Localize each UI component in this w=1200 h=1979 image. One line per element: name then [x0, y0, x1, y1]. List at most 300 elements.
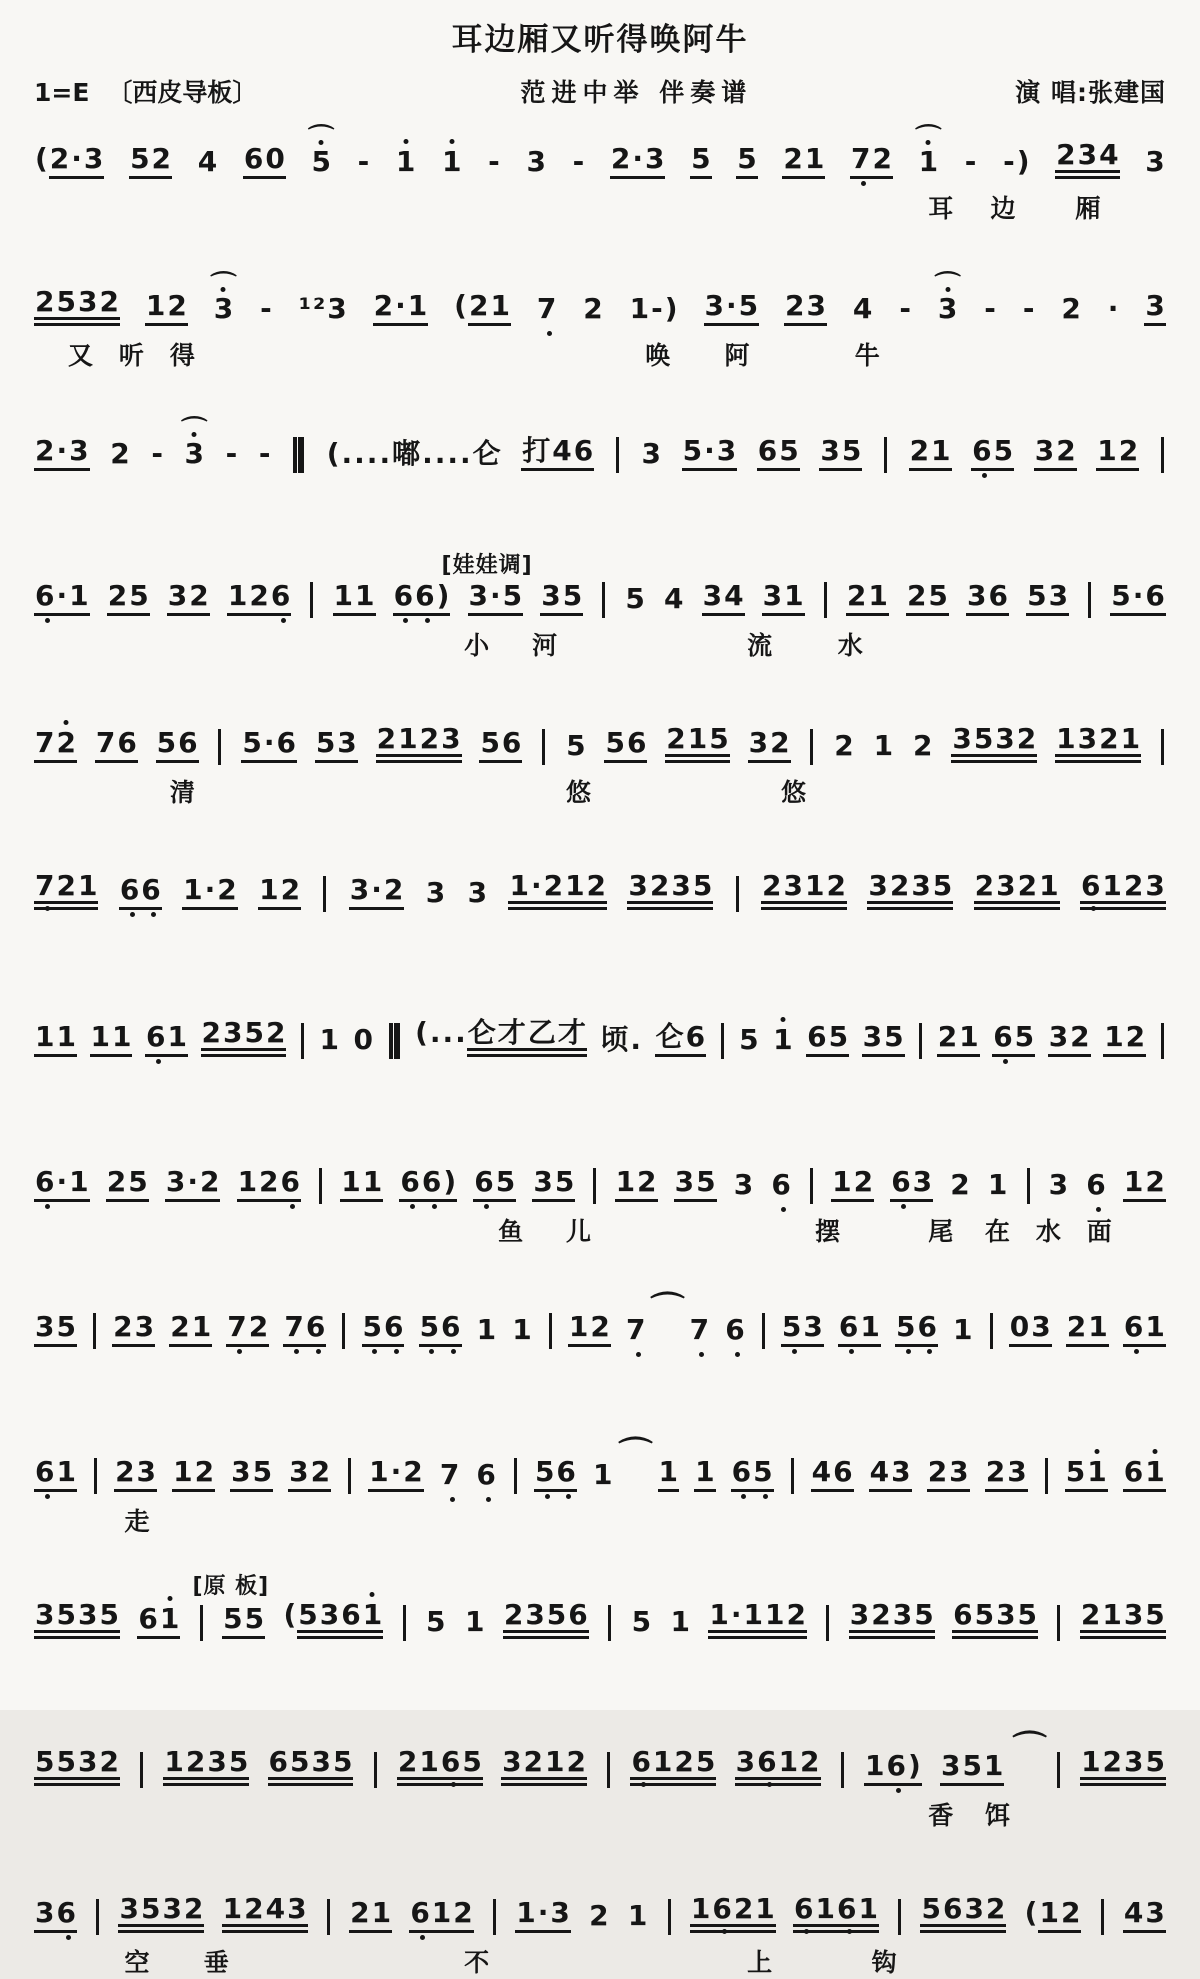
note-char: 1	[831, 1168, 852, 1202]
lyric-char: 悠	[781, 778, 807, 807]
note-char: 2	[673, 1748, 694, 1786]
note-token	[34, 285, 120, 326]
note-char: 1	[983, 1752, 1004, 1786]
note-char: 5	[895, 1313, 916, 1347]
note-char: 3	[77, 288, 98, 326]
note-char: 2	[784, 292, 805, 326]
note-char: 5	[692, 872, 713, 910]
note-char: 1	[987, 1168, 1008, 1201]
note-char: 3	[892, 1601, 913, 1639]
note-token	[964, 145, 978, 179]
barline	[607, 1752, 610, 1788]
note-char: 1	[442, 145, 462, 178]
note-char: 7	[283, 1313, 304, 1347]
note-token	[397, 1745, 483, 1786]
note-char: 6	[971, 437, 992, 471]
note-char: 2	[785, 1601, 806, 1639]
music-line	[34, 1869, 1166, 1979]
note-token	[630, 1745, 716, 1786]
note-char: 2	[1016, 725, 1037, 763]
lyric-char: 小	[464, 631, 490, 660]
note-char: 1	[864, 1752, 885, 1786]
note-char: 4	[1123, 1899, 1144, 1933]
note-char: .	[630, 1023, 642, 1056]
note-char: (	[454, 289, 467, 322]
note-token	[1080, 869, 1166, 910]
note-token	[772, 1023, 793, 1057]
note-char: 2	[889, 872, 910, 910]
note-char: 6	[383, 1313, 404, 1347]
note-token	[937, 292, 958, 326]
note-token	[572, 145, 586, 179]
note-token	[1080, 1745, 1166, 1786]
note-char: 仑	[472, 437, 501, 470]
note-char: ·	[730, 1601, 743, 1639]
final-barline	[389, 1023, 400, 1059]
note-token	[588, 1899, 609, 1933]
note-char: 1	[592, 1458, 613, 1491]
note-token	[762, 579, 805, 616]
barline	[1161, 1023, 1164, 1059]
note-char: 3	[1048, 1023, 1069, 1057]
note-token	[288, 1455, 331, 1492]
barline	[200, 1605, 203, 1641]
note-char: 5	[708, 725, 729, 763]
note-char: 1	[362, 1601, 383, 1639]
note-char: 1	[815, 1895, 836, 1933]
note-token	[974, 869, 1060, 910]
note-char: 1	[464, 1605, 485, 1638]
note-char: ·	[263, 729, 276, 763]
note-char: 1	[111, 1023, 132, 1057]
note-char: 5	[1017, 1601, 1038, 1639]
note-char: 3	[206, 1748, 227, 1786]
note-token	[1107, 292, 1120, 326]
note-char: 2	[927, 1458, 948, 1492]
note-char: 3	[867, 872, 888, 910]
lyric-char: 垂	[203, 1948, 229, 1977]
note-token	[983, 292, 997, 326]
note-char: 1	[930, 437, 951, 471]
barline	[218, 729, 221, 765]
note-token	[895, 1310, 938, 1347]
note-char: 3	[735, 1748, 756, 1786]
note-char: 5	[993, 437, 1014, 471]
note-char: 6	[771, 1168, 791, 1201]
barline	[549, 1313, 552, 1349]
note-char: 2	[166, 292, 187, 326]
note-char: 5	[534, 1458, 555, 1492]
note-token	[1123, 1310, 1166, 1347]
note-char: 1	[1087, 1313, 1108, 1347]
note-token	[937, 1020, 980, 1057]
note-char: 2	[55, 872, 76, 910]
barline	[93, 1313, 96, 1349]
note-char: 6	[555, 1458, 576, 1492]
barline	[403, 1605, 406, 1641]
note-char: 7	[439, 1458, 460, 1491]
note-token	[738, 1023, 759, 1057]
lyrics-row	[34, 1649, 1166, 1685]
lyric-char: 得	[169, 341, 195, 370]
note-token	[610, 142, 666, 179]
note-char: 6	[140, 876, 161, 910]
note-token	[349, 1896, 392, 1933]
note-char: 2	[1060, 1899, 1081, 1933]
note-char: 3	[161, 1895, 182, 1933]
lyric-char: 不	[464, 1948, 490, 1977]
note-token	[568, 1310, 611, 1347]
slur-icon: ⌒	[1012, 1729, 1047, 1769]
banshi-section-label: [原 板]	[192, 1574, 270, 1599]
note-char: 5	[974, 1601, 995, 1639]
note-char: -	[572, 145, 585, 178]
note-char: 3	[995, 872, 1016, 910]
note-token	[781, 1310, 824, 1347]
note-token	[665, 722, 729, 763]
note-token	[399, 1165, 457, 1202]
note-token	[479, 726, 522, 763]
note-char: 2	[349, 1899, 370, 1933]
note-char: 5	[739, 1023, 759, 1056]
note-token	[704, 289, 760, 326]
note-token	[949, 1168, 970, 1202]
note-char: 5	[140, 1895, 161, 1933]
note-char: 3	[526, 145, 546, 178]
note-token	[243, 142, 286, 179]
note-char: ·	[537, 1899, 550, 1933]
note-char: 2	[870, 1601, 891, 1639]
barline	[140, 1752, 143, 1788]
note-char: 仑	[467, 1019, 497, 1057]
note-char: 2	[912, 729, 933, 762]
note-char: -	[651, 292, 663, 325]
note-char: 6	[725, 1313, 745, 1346]
note-char: 1	[687, 725, 708, 763]
note-char: ·	[489, 582, 502, 616]
note-char: 5	[1144, 1601, 1165, 1639]
note-char: 5	[841, 437, 862, 471]
note-char: 1	[859, 1313, 880, 1347]
note-token	[873, 729, 894, 763]
note-char: 3	[966, 582, 987, 616]
note-char: 2	[853, 1168, 874, 1202]
note-char: 顷	[600, 1023, 629, 1056]
note-token	[298, 292, 348, 326]
notes-row	[34, 1430, 1166, 1492]
note-token	[690, 142, 711, 179]
note-char: 3	[165, 1168, 186, 1202]
lyric-char: 在	[984, 1217, 1010, 1246]
note-token	[733, 1168, 754, 1202]
note-token	[731, 1455, 774, 1492]
note-char: -	[984, 292, 996, 325]
note-token	[1048, 1020, 1091, 1057]
note-token	[487, 145, 501, 179]
note-char: 1	[658, 1458, 679, 1492]
note-token	[340, 1165, 383, 1202]
barline	[762, 1313, 765, 1349]
note-token	[565, 729, 586, 763]
note-char: 1	[68, 582, 89, 616]
note-token	[833, 729, 854, 763]
note-char: 才	[497, 1019, 527, 1057]
score-type: 伴奏谱	[659, 78, 753, 107]
note-token	[107, 579, 150, 616]
music-line	[34, 846, 1166, 956]
note-char: 1	[652, 1748, 673, 1786]
note-char: 7	[689, 1313, 710, 1346]
note-char: 3	[1144, 292, 1165, 326]
note-token	[599, 1023, 642, 1057]
note-token	[230, 1455, 273, 1492]
note-token	[1048, 1168, 1069, 1202]
note-token	[222, 1892, 308, 1933]
note-token	[258, 437, 272, 471]
note-char: 2	[566, 1748, 587, 1786]
note-char: 3	[762, 582, 783, 616]
note-char: 2	[799, 1748, 820, 1786]
note-char: ·	[204, 876, 217, 910]
barline	[810, 729, 813, 765]
note-char: 6	[280, 1168, 301, 1202]
note-token	[172, 1455, 215, 1492]
note-char: ·	[394, 292, 407, 326]
note-token	[34, 726, 77, 763]
note-char: -	[899, 292, 911, 325]
note-token	[476, 1313, 497, 1347]
note-token	[940, 1749, 1004, 1786]
note-char: 1	[68, 1168, 89, 1202]
note-token	[112, 1310, 155, 1347]
note-token	[640, 437, 661, 471]
note-char: 1	[172, 1458, 193, 1492]
note-token	[890, 1165, 933, 1202]
note-char: 2	[1080, 1601, 1101, 1639]
note-char: 0	[353, 1023, 373, 1056]
note-token	[951, 722, 1037, 763]
note-char: 2	[523, 1748, 544, 1786]
note-token	[1002, 145, 1030, 179]
note-char: 2	[452, 1899, 473, 1933]
barline	[593, 1168, 596, 1204]
note-char: 1	[694, 1458, 715, 1492]
note-char: ·	[703, 437, 716, 471]
note-char: 3	[806, 292, 827, 326]
note-char: 6	[393, 582, 414, 616]
note-char: 6	[836, 1895, 857, 1933]
note-char: 6	[116, 729, 137, 763]
note-char: 3	[549, 1899, 570, 1933]
note-token	[735, 1745, 821, 1786]
note-char: 3	[748, 729, 769, 763]
note-char: 2	[761, 872, 782, 910]
note-token	[1103, 1020, 1146, 1057]
note-char: -	[225, 437, 238, 470]
note-char: 嘟	[392, 437, 421, 470]
lyric-char: 鱼	[498, 1217, 524, 1246]
note-char: 2	[112, 1313, 133, 1347]
barline	[323, 876, 326, 912]
note-char: -	[258, 437, 271, 470]
note-token	[1123, 1165, 1166, 1202]
note-char: 1	[627, 1899, 648, 1932]
note-char: 4	[723, 582, 744, 616]
lyric-char: 耳	[928, 194, 954, 223]
note-char: 1	[764, 1601, 785, 1639]
note-char: 6	[573, 437, 594, 471]
note-char: 2	[110, 437, 130, 470]
note-token	[831, 1165, 874, 1202]
note-char: 5	[554, 1168, 575, 1202]
note-char: 5	[55, 288, 76, 326]
note-token	[515, 1896, 571, 1933]
note-char: 打	[521, 437, 551, 471]
note-char: 1	[958, 1023, 979, 1057]
note-token	[850, 142, 893, 179]
key-signature: 1=E	[34, 78, 90, 107]
note-char: 5	[55, 1313, 76, 1347]
note-char: 2	[1118, 437, 1139, 471]
note-token	[441, 145, 462, 179]
note-char: 2	[188, 582, 209, 616]
note-token	[145, 1020, 188, 1057]
note-char: 5	[631, 1605, 652, 1638]
note-char: 6	[414, 582, 435, 616]
note-char: 5	[778, 437, 799, 471]
note-token	[34, 142, 104, 179]
note-token	[627, 1899, 648, 1933]
note-char: 1	[867, 582, 888, 616]
note-char: 3	[118, 1895, 139, 1933]
note-token	[864, 1749, 922, 1786]
lyric-char: 悠	[566, 778, 592, 807]
note-token	[414, 1016, 587, 1057]
note-token	[1144, 289, 1165, 326]
note-token	[109, 437, 130, 471]
note-token	[862, 1020, 905, 1057]
note-char: 5	[252, 1458, 273, 1492]
note-char: 1	[544, 1748, 565, 1786]
note-char: 2	[151, 145, 172, 179]
note-char: 2	[373, 292, 394, 326]
final-barline	[293, 437, 304, 473]
note-char: 2	[185, 1748, 206, 1786]
note-char: 6	[952, 1601, 973, 1639]
barline	[374, 1752, 377, 1788]
note-char: 1	[1144, 1313, 1165, 1347]
notes-row	[34, 262, 1166, 326]
note-char: 5	[156, 729, 177, 763]
note-char: 3	[1144, 872, 1165, 910]
note-char: ·	[55, 1168, 68, 1202]
note-token	[137, 1602, 180, 1639]
note-char: 2	[782, 145, 803, 179]
note-token	[501, 1745, 587, 1786]
note-token	[658, 1455, 679, 1492]
lyric-char: 流	[747, 631, 773, 660]
barline	[1057, 1605, 1060, 1641]
note-token	[467, 876, 488, 910]
note-char: 1	[489, 292, 510, 326]
note-token	[353, 1023, 374, 1057]
note-char: 1	[333, 582, 354, 616]
note-char: 1	[237, 1168, 258, 1202]
note-char: 6	[756, 1748, 777, 1786]
note-char: 2	[248, 582, 269, 616]
note-char: 4	[664, 582, 684, 615]
note-char: 3	[524, 1601, 545, 1639]
note-char: 2	[243, 1895, 264, 1933]
note-char: 5	[546, 1601, 567, 1639]
note-char: 5	[927, 582, 948, 616]
note-token	[258, 873, 301, 910]
note-token	[1060, 292, 1081, 326]
note-char: 7	[536, 292, 557, 325]
slur-icon: ⌒	[650, 1290, 685, 1330]
note-char: 1	[754, 1895, 775, 1933]
note-token	[268, 1745, 354, 1786]
note-token	[811, 1455, 854, 1492]
note-token	[34, 1165, 90, 1202]
note-char: 4	[811, 1458, 832, 1492]
note-char: 3	[948, 1458, 969, 1492]
note-char: ·	[70, 145, 83, 179]
note-char: 0	[264, 145, 285, 179]
note-token	[362, 1310, 405, 1347]
note-token	[34, 434, 90, 471]
note-char: (	[326, 437, 340, 470]
note-char: 1	[163, 1748, 184, 1786]
barline	[884, 437, 887, 473]
note-char: 5	[241, 729, 262, 763]
note-char: 2	[107, 582, 128, 616]
barline	[1101, 1899, 1104, 1935]
note-char: ·	[1107, 292, 1119, 325]
banshi-section-label: [娃娃调]	[441, 553, 533, 578]
note-char: 1	[857, 1895, 878, 1933]
note-token	[259, 292, 273, 326]
note-token	[283, 1598, 384, 1639]
note-char: 2	[1055, 437, 1076, 471]
note-char: 3	[1030, 1313, 1051, 1347]
note-char: 2	[201, 1019, 222, 1057]
note-char: 3	[910, 872, 931, 910]
note-char: 2	[258, 1168, 279, 1202]
note-char: 2	[49, 145, 70, 179]
note-char: 3	[940, 1752, 961, 1786]
note-char: 2	[1102, 1748, 1123, 1786]
note-char: 6	[731, 1458, 752, 1492]
note-token	[784, 289, 827, 326]
note-char: 5	[222, 1605, 243, 1639]
note-char: 1	[354, 582, 375, 616]
note-char: 2	[543, 872, 564, 910]
note-token	[473, 1165, 516, 1202]
note-char: 1	[953, 1313, 973, 1346]
barline	[301, 1023, 304, 1059]
notes-row	[34, 554, 1166, 616]
note-char: 5	[690, 145, 711, 179]
note-char: 6	[137, 1605, 158, 1639]
note-char: .	[429, 1016, 441, 1049]
note-char: 1	[568, 1313, 589, 1347]
note-token	[1123, 1455, 1166, 1492]
lyric-char: 水	[1035, 1217, 1061, 1246]
note-char: 3	[702, 582, 723, 616]
notes-row	[34, 1869, 1166, 1933]
note-token	[694, 1455, 715, 1492]
